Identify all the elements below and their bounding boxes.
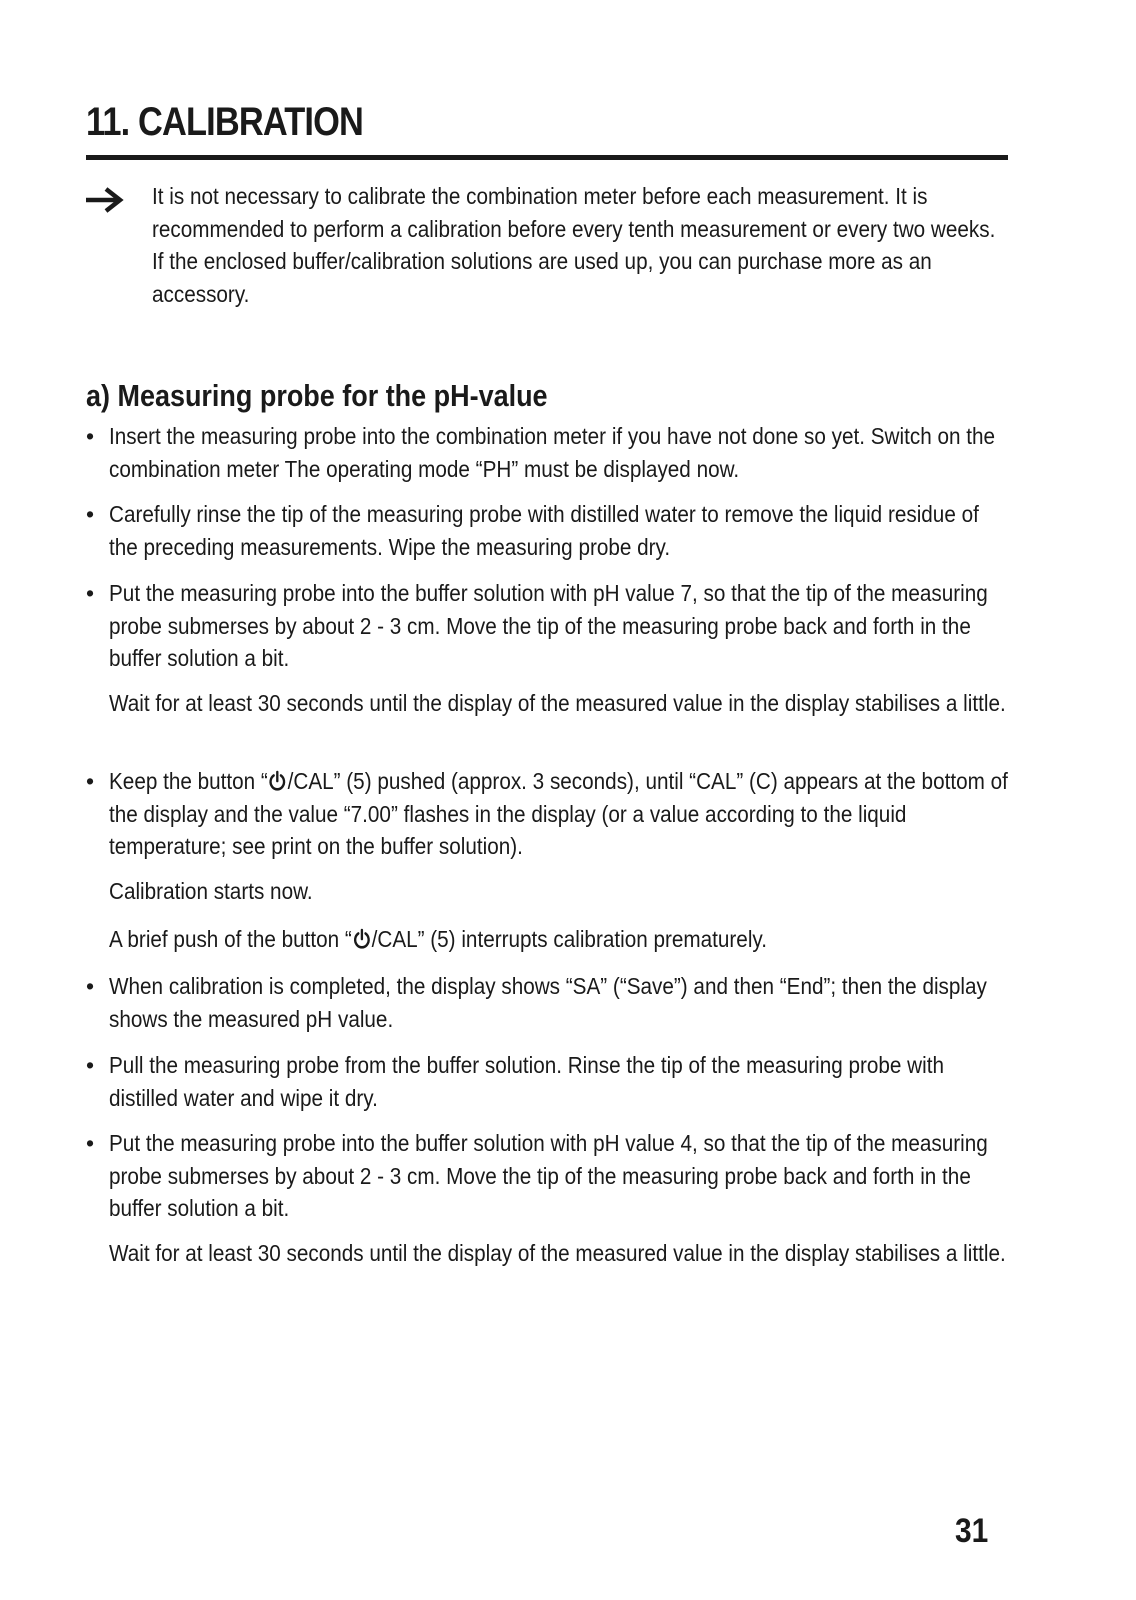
step-text: Carefully rinse the tip of the measuring probe with distilled water to remove the liquid residue of the preceding measurements. Wipe the measuring probe dry. — [109, 501, 979, 560]
step-text — [109, 923, 1008, 956]
arrow-right-icon — [86, 186, 126, 214]
step-text: Put the measuring probe into the buffer solution with pH value 4, so that the tip of the measuring probe submerses by about 2 - 3 cm. Move the tip of the measuring probe back and forth in the buffer solution a bit. — [109, 1130, 988, 1221]
bullet: • — [86, 580, 95, 606]
step-text — [109, 765, 1008, 863]
step-text: Pull the measuring probe from the buffer solution. Rinse the tip of the measuring probe with distilled water and wipe it dry. — [109, 1052, 944, 1111]
step-text-part: /CAL” (5) interrupts calibration prematurely. — [371, 926, 767, 952]
bullet: • — [86, 973, 95, 999]
step-text-part: /CAL” (5) pushed (approx. 3 seconds), until “CAL” (C) appears at the bottom of the display and the value “7.00” flashes in the display (or a value according to the liquid temperature; see print on the buffer solution). — [109, 768, 1008, 859]
bullet: • — [86, 1130, 95, 1156]
step-text-part: A brief push of the button “ — [109, 926, 352, 952]
section-title: a) Measuring probe for the pH-value — [86, 378, 548, 413]
page-number: 31 — [955, 1512, 989, 1550]
step-text: Put the measuring probe into the buffer solution with pH value 7, so that the tip of the measuring probe submerses by about 2 - 3 cm. Move the tip of the measuring probe back and forth in the buffer solution a bit. — [109, 580, 988, 671]
bullet: • — [86, 423, 95, 449]
note-text: It is not necessary to calibrate the combination meter before each measurement. It is recommended to perform a calibration before every tenth measurement or every two weeks. If the enclosed buffer/calibration solutions are used up, you can purchase more as an accessory. — [152, 183, 996, 307]
step-text: Insert the measuring probe into the combination meter if you have not done so yet. Switch on the combination meter The operating mode “PH” must be displayed now. — [109, 423, 996, 482]
power-icon — [269, 770, 287, 792]
chapter-title: 11. CALIBRATION — [86, 100, 363, 144]
bullet: • — [86, 501, 95, 527]
bullet: • — [86, 1052, 95, 1078]
bullet: • — [86, 768, 95, 794]
step-text: When calibration is completed, the display shows “SA” (“Save”) and then “End”; then the display shows the measured pH value. — [109, 973, 987, 1032]
title-divider — [86, 155, 1008, 160]
step-text: Calibration starts now. — [109, 878, 313, 904]
power-icon — [353, 928, 371, 950]
step-text-part: Keep the button “ — [109, 768, 268, 794]
step-text: Wait for at least 30 seconds until the display of the measured value in the display stabilises a little. — [109, 1240, 1006, 1266]
step-text: Wait for at least 30 seconds until the display of the measured value in the display stabilises a little. — [109, 690, 1006, 716]
